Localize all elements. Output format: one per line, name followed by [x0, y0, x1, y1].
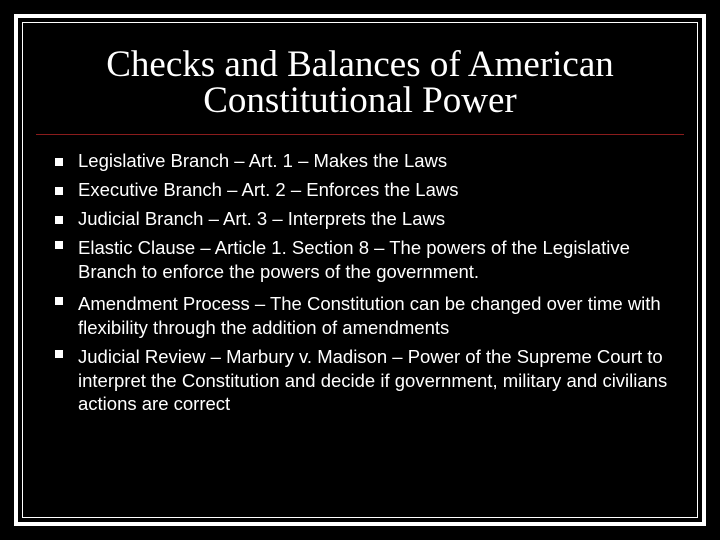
bullet-item-executive-branch [50, 178, 690, 202]
square-bullet-icon [55, 241, 63, 249]
bullet-item-judicial-review [50, 345, 690, 416]
bullet-text: Amendment Process – The Constitution can be changed over time with flexibility through the addition of amendments [78, 293, 661, 338]
bullet-text: Legislative Branch – Art. 1 – Makes the Laws [78, 150, 448, 171]
square-bullet-icon [55, 350, 63, 358]
title-divider [36, 134, 684, 135]
bullet-item-amendment-process [50, 292, 690, 339]
square-bullet-icon [55, 216, 63, 224]
bullet-text: Judicial Branch – Art. 3 – Interprets the Laws [78, 208, 446, 229]
slide-title-line-1: Checks and Balances of American [106, 44, 614, 85]
slide-title [40, 44, 680, 121]
bullet-item-legislative-branch [50, 149, 690, 173]
square-bullet-icon [55, 187, 63, 195]
bullet-text: Elastic Clause – Article 1. Section 8 – The powers of the Legislative Branch to enforce the powers of the government. [78, 237, 630, 282]
bullet-text: Executive Branch – Art. 2 – Enforces the Laws [78, 179, 459, 200]
bullet-text: Judicial Review – Marbury v. Madison – Power of the Supreme Court to interpret the Constitution and decide if government, military and civilians actions are correct [78, 346, 668, 414]
bullet-item-elastic-clause [50, 236, 690, 283]
slide-title-line-2: Constitutional Power [203, 80, 517, 121]
bullet-item-judicial-branch [50, 207, 690, 231]
square-bullet-icon [55, 158, 63, 166]
square-bullet-icon [55, 297, 63, 305]
bullet-list [50, 149, 690, 421]
